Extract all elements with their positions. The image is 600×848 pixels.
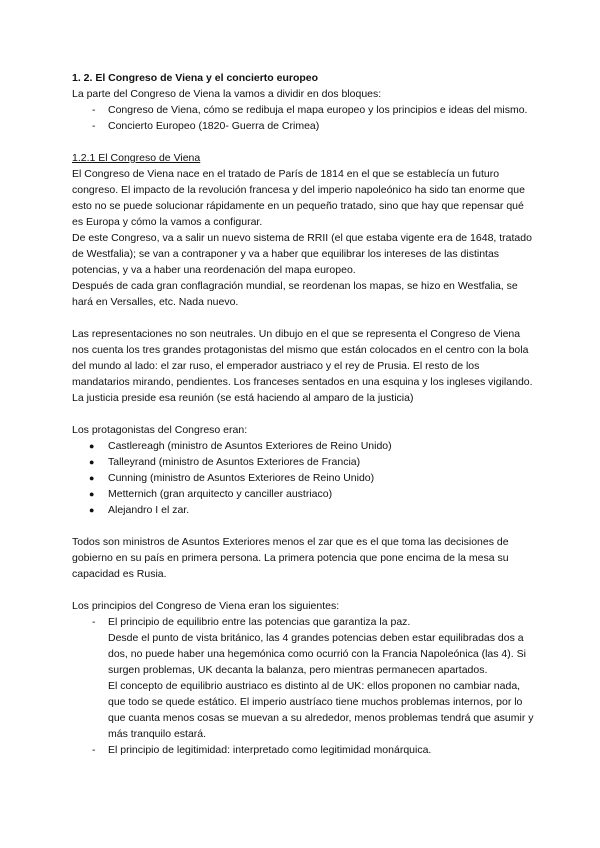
- list-item: ● Alejandro I el zar.: [72, 502, 534, 518]
- subsection-heading: 1.2.1 El Congreso de Viena: [72, 152, 201, 164]
- paragraph: El Congreso de Viena nace en el tratado de París de 1814 en el que se establecía un futuro congreso. El impacto de la revolución francesa y del imperio napoleónico ha sido tan enorme que esto no se puede solucionar rápidamente en un pequeño tratado, sino que hay que repensar qué es Europa y cómo la vamos a configurar.: [72, 168, 525, 228]
- blocks-list: [72, 102, 534, 134]
- principio-equilibrio: El principio de equilibrio entre las potencias que garantiza la paz.: [108, 616, 411, 628]
- list-item: ● Castlereagh (ministro de Asuntos Exteriores de Reino Unido): [72, 438, 534, 454]
- list-item: ● Metternich (gran arquitecto y canciller austriaco): [72, 486, 534, 502]
- principio-equilibrio-austria: El concepto de equilibrio austriaco es distinto al de UK: ellos proponen no cambiar nada, que todo se quede estático. El imperio austríaco tiene muchos problemas internos, por lo que cuanta menos cosas se muevan a su alrededor, menos problemas tendrá que asumir y más tranquilo estará.: [108, 680, 534, 740]
- principios-list: [72, 614, 534, 758]
- paragraph: Después de cada gran conflagración mundial, se reordenan los mapas, se hizo en Westfalia, se hará en Versalles, etc. Nada nuevo.: [72, 280, 518, 308]
- intro-paragraph: La parte del Congreso de Viena la vamos a dividir en dos bloques:: [72, 88, 382, 100]
- list-item: - Congreso de Viena, cómo se redibuja el mapa europeo y los principios e ideas del mismo.: [72, 102, 534, 118]
- protagonistas-list: [72, 438, 534, 518]
- paragraph: De este Congreso, va a salir un nuevo sistema de RRII (el que estaba vigente era de 1648, tratado de Westfalia); se van a contraponer y va a haber que equilibrar los intereses de las distintas potencias, y va a haber una reordenación del mapa europeo.: [72, 232, 532, 276]
- paragraph-ministros: Todos son ministros de Asuntos Exteriores menos el zar que es el que toma las decisiones de gobierno en su país en primera persona. La primera potencia que pone encima de la mesa su capacidad es Rusia.: [72, 536, 509, 580]
- list-item: [72, 614, 534, 742]
- section-heading: 1. 2. El Congreso de Viena y el concierto europeo: [72, 72, 319, 84]
- list-item: ● Cunning (ministro de Asuntos Exteriores de Reino Unido): [72, 470, 534, 486]
- list-item: - El principio de legitimidad: interpretado como legitimidad monárquica.: [72, 742, 534, 758]
- principio-equilibrio-uk: Desde el punto de vista británico, las 4 grandes potencias deben estar equilibradas dos a dos, no puede haber una hegemónica como ocurrió con la Francia Napoleónica (las 4). Si surgen problemas, UK decanta la balanza, pero mientras permanecen apartados.: [108, 632, 526, 676]
- document-content: [72, 70, 534, 758]
- principios-intro: Los principios del Congreso de Viena eran los siguientes:: [72, 600, 340, 612]
- protagonistas-intro: Los protagonistas del Congreso eran:: [72, 424, 248, 436]
- list-item: ● Talleyrand (ministro de Asuntos Exteriores de Francia): [72, 454, 534, 470]
- list-item: - Concierto Europeo (1820- Guerra de Crimea): [72, 118, 534, 134]
- paragraph-representaciones: Las representaciones no son neutrales. Un dibujo en el que se representa el Congreso de Viena nos cuenta los tres grandes protagonistas del mismo que están colocados en el centro con la bola del mundo al lado: el zar ruso, el emperador austriaco y el rey de Prusia. El resto de los mandatarios mirando, pendientes. Los franceses sentados en una esquina y los ingleses vigilando. La justicia preside esa reunión (se está haciendo al amparo de la justicia): [72, 328, 533, 404]
